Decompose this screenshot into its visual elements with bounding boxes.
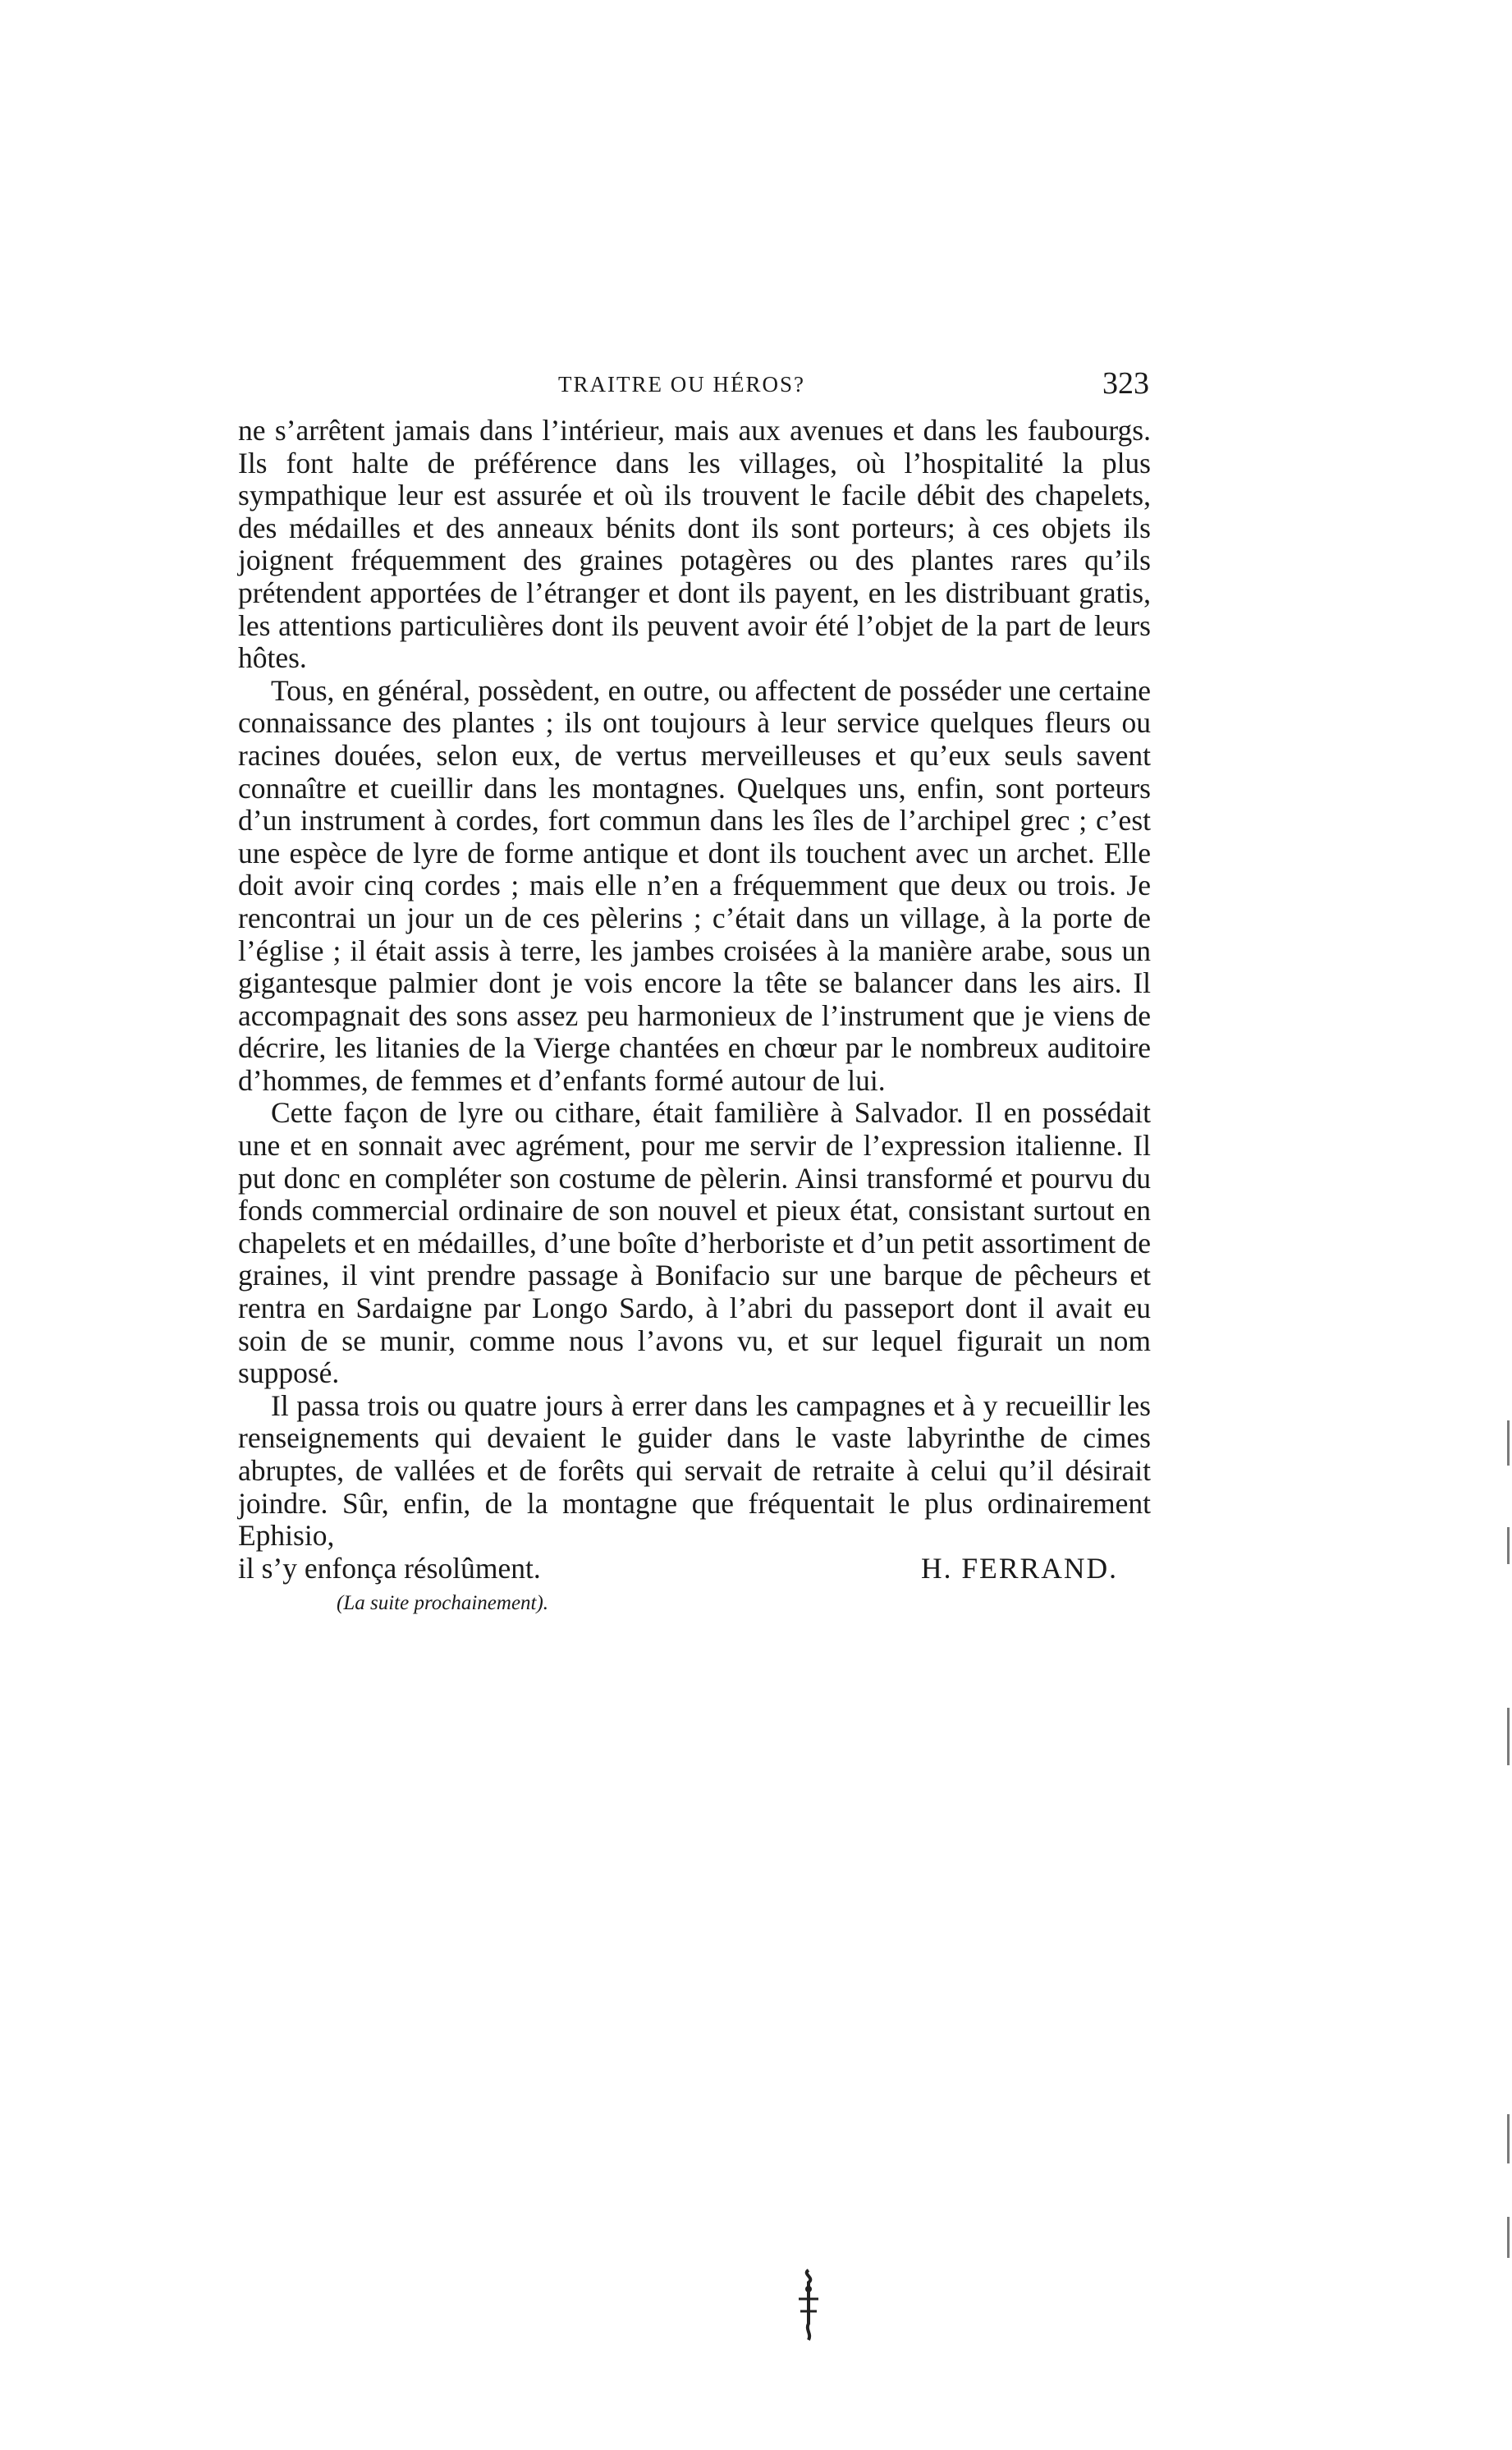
text-block bbox=[238, 415, 1151, 1618]
scan-mark-4 bbox=[1507, 2114, 1510, 2163]
closing-sentence: il s’y enfonça résolûment. bbox=[238, 1551, 541, 1585]
paragraph-3: Cette façon de lyre ou cithare, était familière à Salvador. Il en possédait une et en sonnait avec agrément, pour me servir de l’expression italienne. Il put donc en compléter son costume de pèlerin. Ainsi transformé et pourvu du fonds commercial ordinaire de son nouvel et pieux état, consistant surtout en chapelets et en médailles, d’une boîte d’herboriste et d’un petit assortiment de graines, il vint prendre passage à Bonifacio sur une barque de pêcheurs et rentra en Sardaigne par Longo Sardo, à l’abri du passeport dont il avait eu soin de se munir, comme nous l’avons vu, et sur lequel figurait un nom supposé. bbox=[238, 1096, 1151, 1390]
scan-mark-3 bbox=[1507, 1708, 1510, 1765]
page-number: 323 bbox=[1102, 366, 1149, 401]
continuation-note: (La suite prochainement). bbox=[337, 1591, 549, 1614]
running-title: TRAITRE OU HÉROS? bbox=[558, 372, 805, 397]
running-head bbox=[238, 365, 1149, 415]
paragraph-4: Il passa trois ou quatre jours à errer dans les campagnes et à y recueillir les renseignements qui devaient le guider dans le vaste labyrinthe de cimes abruptes, de vallées et de forêts qui servait de retraite à celui qu’il désirait joindre. Sûr, enfin, de la montagne que fréquentait le plus ordinairement Ephisio, bbox=[238, 1388, 1151, 1553]
author-signature: H. FERRAND. bbox=[921, 1551, 1118, 1585]
scan-mark-1 bbox=[1507, 1420, 1510, 1466]
ornament-icon bbox=[784, 2266, 833, 2348]
paragraph-2: Tous, en général, possèdent, en outre, ou affectent de posséder une certaine connaissance des plantes ; ils ont toujours à leur service quelques fleurs ou racines douées, selon eux, de vertus merveilleuses et qu’eux seuls savent connaître et cueillir dans les montagnes. Quelques uns, enfin, sont porteurs d’un instrument à cordes, fort commun dans les îles de l’archipel grec ; c’est une espèce de lyre de forme antique et dont ils touchent avec un archet. Elle doit avoir cinq cordes ; mais elle n’en a fréquemment que deux ou trois. Je rencontrai un jour un de ces pèlerins ; c’était dans un village, à la porte de l’église ; il était assis à terre, les jambes croisées à la manière arabe, sous un gigantesque palmier dont je vois encore la tête se balancer dans les airs. Il accompagnait des sons assez peu harmonieux de l’instrument que je viens de décrire, les litanies de la Vierge chantées en chœur par le nombreux auditoire d’hommes, de femmes et d’enfants formé autour de lui. bbox=[238, 673, 1151, 1097]
scan-mark-2 bbox=[1507, 1527, 1510, 1564]
signature-line bbox=[238, 1553, 1151, 1585]
paragraph-1: ne s’arrêtent jamais dans l’intérieur, mais aux avenues et dans les faubourgs. Ils font halte de préférence dans les villages, où l’hospitalité la plus sympathique leur est assurée et où ils trouvent le facile débit des chapelets, des médailles et des anneaux bénits dont ils sont porteurs; à ces objets ils joignent fréquemment des graines potagères ou des plantes rares qu’ils prétendent apportées de l’étranger et dont ils payent, en les distribuant gratis, les attentions particulières dont ils peuvent avoir été l’objet de la part de leurs hôtes. bbox=[238, 414, 1151, 675]
scan-mark-5 bbox=[1507, 2217, 1510, 2258]
